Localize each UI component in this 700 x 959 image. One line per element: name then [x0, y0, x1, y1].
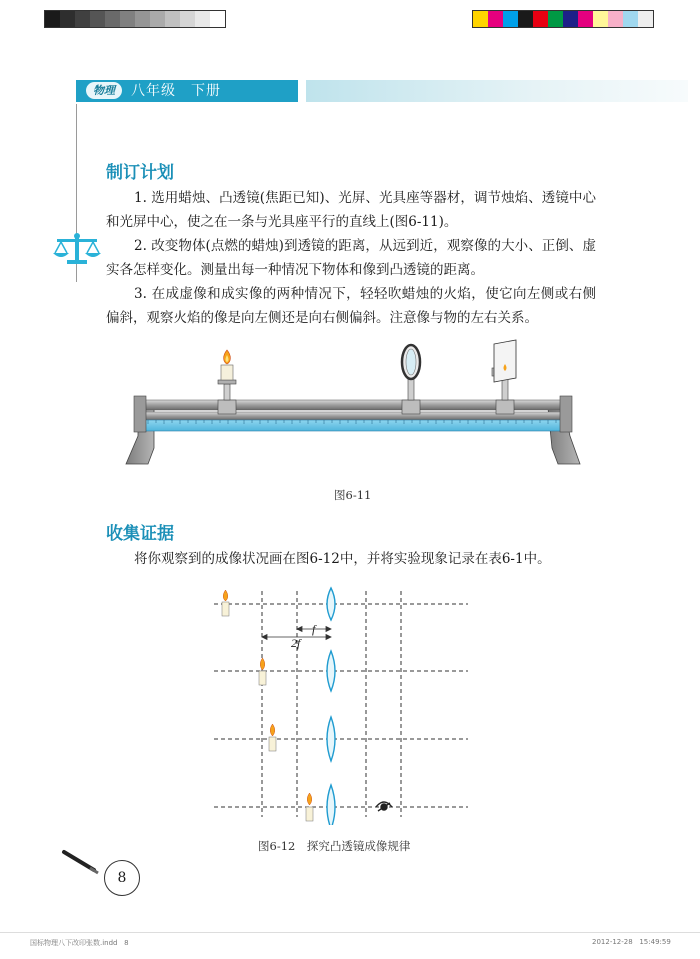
candle-icon [269, 724, 276, 751]
label-f: f [312, 622, 316, 636]
color-calibration-bar [472, 10, 654, 28]
label-2f: 2f [291, 636, 301, 650]
subject-badge: 物理 [86, 82, 122, 99]
header-gradient [306, 80, 688, 102]
plan-paragraph-3: 3. 在成虚像和成实像的两种情况下，轻轻吹蜡烛的火焰，使它向左侧或右侧偏斜，观察火焰的像是向左侧还是向右侧偏斜。注意像与物的左右关系。 [106, 286, 596, 326]
figure-6-12-caption: 图6-12 探究凸透镜成像规律 [258, 839, 411, 853]
footer-timestamp: 2012-12-28 15:49:59 [592, 938, 671, 946]
plan-paragraph-2: 2. 改变物体(点燃的蜡烛)到透镜的距离，从远到近，观察像的大小、正倒、虚实各怎样变化。测量出每一种情况下物体和像到凸透镜的距离。 [106, 238, 596, 278]
footer-file: 国标物理八下改印张数.indd 8 [30, 939, 129, 947]
section-title-plan: 制订计划 [106, 163, 174, 183]
grayscale-calibration-bar [44, 10, 226, 28]
candle-icon [218, 350, 236, 414]
lens-imaging-figure [206, 585, 476, 825]
figure-6-11-caption: 图6-11 [334, 488, 372, 502]
candle-icon [222, 590, 229, 616]
candle-icon [306, 793, 313, 821]
book-title: 八年级 下册 [131, 83, 221, 99]
lens-icon [402, 345, 420, 414]
plan-paragraph-1: 1. 选用蜡烛、凸透镜(焦距已知)、光屏、光具座等器材，调节烛焰、透镜中心和光屏中心，使之在一条与光具座平行的直线上(图6-11)。 [106, 190, 596, 230]
balance-scale-icon [52, 232, 102, 266]
page-number: 8 [117, 870, 127, 886]
page-number-circle [104, 860, 140, 896]
evidence-paragraph: 将你观察到的成像状况画在图6-12中，并将实验现象记录在表6-1中。 [134, 551, 551, 567]
section-title-evidence: 收集证据 [106, 524, 174, 544]
footer-rule [0, 932, 700, 933]
optical-bench-figure [118, 338, 588, 473]
lens-icon [327, 588, 335, 825]
candle-icon [259, 658, 266, 685]
